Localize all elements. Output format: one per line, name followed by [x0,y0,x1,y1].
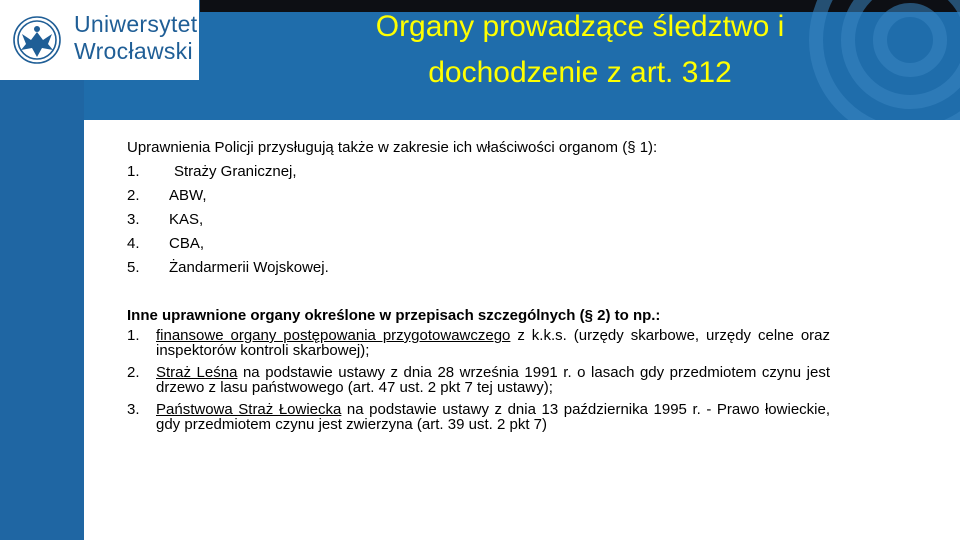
list-item [127,402,830,432]
slide-title [200,4,960,96]
list-item-number: 2. [127,187,140,204]
list-item-number: 5. [127,259,140,276]
intro-text: Uprawnienia Policji przysługują także w zakresie ich właściwości organom (§ 1): [127,139,658,156]
list-item-number: 4. [127,235,140,252]
list-item-text: Straży Granicznej, [174,163,297,180]
organ-name: finansowe organy postępowania przygotowawczego [156,327,511,344]
organ-description: na podstawie ustawy z dnia 13 października 1995 r. - Prawo łowieckie, gdy przedmiotem czynu jest zwierzyna (art. 39 ust. 2 pkt 7) [156,401,830,433]
title-line-1: Organy prowadzące śledztwo i [375,10,785,43]
list-item-number: 3. [127,211,140,228]
university-logo [0,0,199,80]
university-eagle-emblem-icon [12,12,62,68]
organ-description: na podstawie ustawy z dnia 28 września 1991 r. o lasach gdy przedmiotem czynu jest drzewo z lasu państwowego (art. 47 ust. 2 pkt 7 tej ustawy); [156,364,830,396]
list-item-number: 2. [127,364,140,381]
list-item-text: KAS, [169,211,204,228]
logo-line-2: Wrocławski [74,38,193,64]
slide-body [127,136,830,439]
list-item-text: CBA, [169,235,205,252]
list-item-number: 3. [127,401,140,418]
title-line-2: dochodzenie z art. 312 [428,56,732,89]
list-item [127,160,830,184]
list-item-text: Żandarmerii Wojskowej. [169,259,329,276]
list-item [127,256,830,280]
logo-wordmark [74,11,197,65]
list-item [127,232,830,256]
list-item [127,184,830,208]
other-organs-section [127,304,830,432]
list-item-number: 1. [127,327,140,344]
list-item [127,328,830,358]
list-item-text: ABW, [169,187,207,204]
list-item-number: 1. [127,163,140,180]
organ-name: Straż Leśna [156,364,238,381]
logo-line-1: Uniwersytet [74,11,198,37]
left-strip [0,80,84,540]
section-heading: Inne uprawnione organy określone w przepisach szczególnych (§ 2) to np.: [127,307,661,324]
organ-name: Państwowa Straż Łowiecka [156,401,342,418]
list-item [127,365,830,395]
other-organs-list [127,328,830,432]
police-organs-list [127,160,830,280]
organ-description: z k.k.s. (urzędy skarbowe, urzędy celne oraz inspektorów kontroli skarbowej); [156,327,830,359]
list-item [127,208,830,232]
